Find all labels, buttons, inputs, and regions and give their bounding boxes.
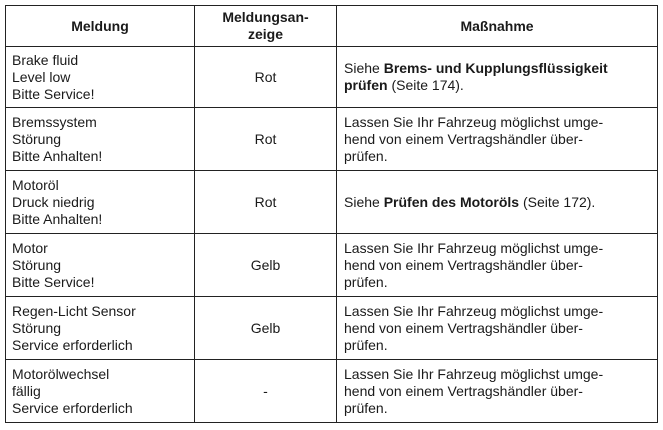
massnahme-text: prüfen. — [344, 399, 388, 416]
table-row — [6, 360, 658, 423]
massnahme-text: (Seite 172). — [519, 193, 596, 210]
table-row — [6, 108, 658, 171]
anzeige-value: Gelb — [250, 319, 281, 336]
header-anzeige-line-2: zeige — [247, 26, 283, 42]
massnahme-text: prüfen. — [344, 273, 388, 290]
cell-anzeige — [195, 360, 337, 423]
cell-meldung — [6, 47, 195, 108]
table-row — [6, 171, 658, 234]
header-massnahme — [337, 6, 658, 47]
cell-massnahme — [337, 297, 658, 360]
massnahme-text: (Seite 174). — [387, 77, 464, 93]
meldung-line: Level low — [12, 68, 71, 85]
massnahme-line — [344, 257, 651, 274]
massnahme-text: Siehe — [344, 193, 384, 210]
massnahme-text: hend von einem Vertragshändler über- — [344, 256, 583, 273]
massnahme-text: hend von einem Vertragshändler über- — [344, 319, 583, 336]
meldung-line: Service erforderlich — [12, 399, 133, 416]
cell-anzeige — [195, 108, 337, 171]
table-row — [6, 297, 658, 360]
massnahme-line — [344, 337, 651, 354]
anzeige-value: Rot — [254, 193, 277, 210]
massnahme-line — [344, 114, 651, 131]
meldung-line: Bitte Anhalten! — [12, 210, 103, 227]
massnahme-text: Lassen Sie Ihr Fahrzeug möglichst umge- — [344, 113, 604, 130]
massnahme-line — [344, 303, 651, 320]
massnahme-text: Siehe — [344, 60, 384, 76]
massnahme-text: Lassen Sie Ihr Fahrzeug möglichst umge- — [344, 365, 604, 382]
header-meldung — [6, 6, 195, 47]
table-header-row — [6, 6, 658, 47]
reference-link-text: Prüfen des Motoröls — [383, 193, 520, 210]
cell-anzeige — [195, 47, 337, 108]
massnahme-text: hend von einem Vertragshändler über- — [344, 382, 583, 399]
anzeige-value: Rot — [254, 68, 277, 85]
massnahme-line — [344, 400, 651, 417]
cell-anzeige — [195, 171, 337, 234]
reference-link-text: Brems- und Kupplungsflüssigkeit — [383, 60, 608, 76]
massnahme-text: prüfen. — [344, 336, 388, 353]
cell-anzeige — [195, 297, 337, 360]
meldung-line: Bitte Anhalten! — [12, 147, 103, 164]
cell-massnahme — [337, 47, 658, 108]
cell-massnahme — [337, 360, 658, 423]
cell-massnahme — [337, 108, 658, 171]
message-table — [5, 5, 658, 423]
massnahme-line — [344, 274, 651, 291]
header-massnahme-label: Maßnahme — [460, 17, 534, 34]
meldung-line: Bitte Service! — [12, 85, 95, 102]
meldung-line: Service erforderlich — [12, 336, 133, 353]
header-anzeige — [195, 6, 337, 47]
massnahme-text: prüfen. — [344, 147, 388, 164]
meldung-line: Störung — [12, 256, 62, 273]
cell-meldung — [6, 360, 195, 423]
meldung-line: Bremssystem — [12, 113, 97, 130]
meldung-line: Motor — [12, 239, 48, 256]
header-meldung-label: Meldung — [71, 17, 129, 34]
massnahme-line — [344, 383, 651, 400]
meldung-line: Regen-Licht Sensor — [12, 302, 136, 319]
cell-massnahme — [337, 234, 658, 297]
anzeige-value: Gelb — [250, 256, 281, 273]
massnahme-line — [344, 77, 651, 94]
reference-link-text: prüfen — [344, 77, 388, 93]
massnahme-text: hend von einem Vertragshändler über- — [344, 130, 583, 147]
table-row — [6, 47, 658, 108]
meldung-line: Druck niedrig — [12, 193, 95, 210]
cell-meldung — [6, 108, 195, 171]
cell-anzeige — [195, 234, 337, 297]
massnahme-text: Lassen Sie Ihr Fahrzeug möglichst umge- — [344, 239, 604, 256]
anzeige-value: Rot — [254, 130, 277, 147]
cell-meldung — [6, 234, 195, 297]
table-body — [6, 47, 658, 423]
meldung-line: fällig — [12, 382, 41, 399]
meldung-line: Motoröl — [12, 176, 59, 193]
meldung-line: Bitte Service! — [12, 273, 95, 290]
massnahme-line — [344, 148, 651, 165]
massnahme-line — [344, 240, 651, 257]
massnahme-line — [344, 131, 651, 148]
massnahme-line — [344, 194, 651, 211]
cell-massnahme — [337, 171, 658, 234]
massnahme-line — [344, 60, 651, 77]
meldung-line: Störung — [12, 319, 62, 336]
meldung-line: Motorölwechsel — [12, 365, 110, 382]
table-row — [6, 234, 658, 297]
meldung-line: Brake fluid — [12, 51, 79, 68]
anzeige-value: - — [263, 382, 268, 399]
massnahme-line — [344, 320, 651, 337]
header-anzeige-line-1: Meldungsan- — [222, 9, 309, 25]
cell-meldung — [6, 297, 195, 360]
massnahme-line — [344, 366, 651, 383]
cell-meldung — [6, 171, 195, 234]
meldung-line: Störung — [12, 130, 62, 147]
massnahme-text: Lassen Sie Ihr Fahrzeug möglichst umge- — [344, 302, 604, 319]
